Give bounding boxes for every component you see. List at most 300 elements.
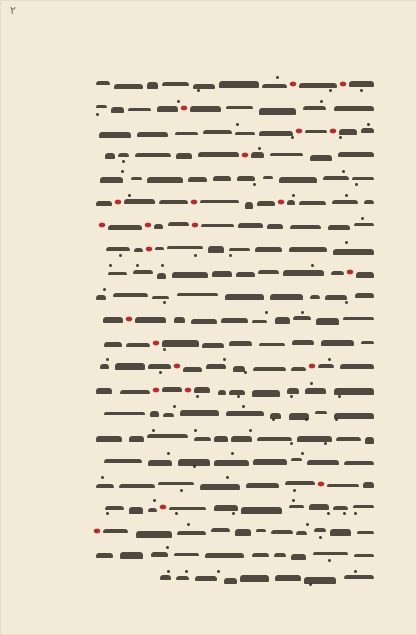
- ink-word: [205, 553, 245, 558]
- manuscript-line: [96, 448, 374, 472]
- ink-word: [253, 367, 286, 371]
- ink-word: [105, 506, 125, 510]
- ink-word: [323, 176, 349, 180]
- ink-word: [338, 152, 374, 157]
- manuscript-line: [96, 472, 374, 496]
- ink-word: [96, 105, 107, 109]
- ink-word: [99, 132, 131, 138]
- ink-word: [310, 155, 331, 161]
- ink-word: [124, 199, 155, 205]
- ink-dot: [161, 264, 164, 267]
- ink-word: [296, 531, 307, 534]
- ink-word: [135, 153, 171, 157]
- manuscript-line: [96, 425, 374, 449]
- ink-word: [330, 529, 350, 536]
- ink-dot: [292, 194, 295, 197]
- ink-dot: [242, 405, 245, 408]
- ink-dot: [180, 489, 183, 492]
- ink-word: [108, 272, 128, 275]
- manuscript-line: [96, 307, 374, 331]
- ink-word: [299, 83, 337, 88]
- ink-dot: [309, 583, 312, 586]
- ink-dot: [232, 512, 235, 515]
- rubric-mark: [192, 223, 199, 228]
- ink-dot: [290, 442, 293, 445]
- ink-dot: [194, 254, 197, 257]
- manuscript-line: [96, 495, 374, 519]
- ink-dot: [249, 429, 252, 432]
- ink-dot: [136, 264, 139, 267]
- manuscript-line: [96, 284, 374, 308]
- ink-word: [96, 81, 110, 84]
- ink-word: [96, 201, 112, 206]
- ink-word: [364, 200, 374, 204]
- rubric-mark: [146, 246, 153, 251]
- ink-word: [169, 507, 206, 510]
- ink-word: [309, 504, 329, 510]
- ink-word: [331, 271, 343, 275]
- rubric-mark: [173, 364, 180, 369]
- ink-word: [241, 507, 282, 514]
- ink-word: [292, 340, 314, 345]
- ink-dot: [237, 395, 240, 398]
- ink-dot: [291, 136, 294, 139]
- ink-word: [213, 176, 230, 181]
- ink-word: [133, 270, 153, 274]
- ink-word: [208, 246, 224, 253]
- rubric-mark: [318, 481, 325, 486]
- ink-dot: [101, 476, 104, 479]
- ink-dot: [306, 523, 309, 526]
- ink-dot: [194, 429, 197, 432]
- manuscript-line: [96, 190, 374, 214]
- manuscript-line: [96, 237, 374, 261]
- ink-word: [336, 437, 361, 441]
- rubric-mark: [153, 387, 160, 392]
- rubric-mark: [309, 364, 316, 369]
- ink-word: [316, 318, 339, 325]
- ink-word: [180, 410, 219, 416]
- ink-word: [221, 318, 249, 324]
- ink-dot: [328, 559, 331, 562]
- ink-word: [120, 552, 143, 559]
- ink-word: [198, 152, 239, 157]
- ink-dot: [193, 465, 196, 468]
- ink-word: [172, 272, 208, 278]
- rubric-mark: [153, 340, 160, 345]
- ink-dot: [106, 512, 109, 515]
- ink-word: [96, 436, 122, 442]
- rubric-mark: [290, 82, 297, 87]
- ink-dot: [167, 452, 170, 455]
- manuscript-line: [96, 166, 374, 190]
- ink-word: [235, 529, 252, 536]
- ink-word: [126, 343, 150, 347]
- ink-word: [307, 460, 339, 465]
- ink-word: [136, 531, 172, 538]
- ink-dot: [173, 405, 176, 408]
- ink-word: [327, 484, 359, 487]
- ink-word: [287, 388, 300, 394]
- ink-word: [100, 364, 109, 369]
- ink-dot: [253, 183, 256, 186]
- ink-word: [263, 176, 274, 180]
- ink-dot: [265, 311, 268, 314]
- ink-word: [287, 200, 295, 205]
- ink-dot: [167, 570, 170, 573]
- ink-dot: [360, 89, 363, 92]
- ink-word: [177, 293, 218, 296]
- ink-word: [214, 436, 228, 442]
- rubric-mark: [278, 199, 285, 204]
- ink-word: [131, 177, 142, 181]
- ink-word: [270, 153, 303, 156]
- ink-word: [190, 106, 221, 112]
- ink-word: [354, 554, 374, 558]
- ink-word: [355, 293, 374, 298]
- ink-dot: [319, 536, 322, 539]
- ink-word: [303, 106, 326, 111]
- ink-word: [236, 272, 255, 276]
- ink-dot: [229, 254, 232, 257]
- ink-word: [135, 317, 166, 324]
- manuscript-line: [96, 519, 374, 543]
- ink-word: [267, 224, 284, 229]
- ink-word: [226, 106, 253, 109]
- ink-dot: [301, 452, 304, 455]
- ink-word: [183, 367, 202, 372]
- rubric-mark: [296, 129, 303, 134]
- ink-word: [291, 458, 302, 461]
- ink-word: [96, 553, 113, 558]
- ink-dot: [163, 348, 166, 351]
- ink-word: [285, 481, 315, 484]
- manuscript-line: [96, 401, 374, 425]
- ink-word: [193, 84, 215, 89]
- ink-word: [100, 177, 123, 183]
- rubric-mark: [330, 129, 337, 134]
- ink-dot: [196, 395, 199, 398]
- ink-word: [340, 364, 374, 369]
- ink-word: [363, 482, 374, 488]
- ink-dot: [343, 512, 346, 515]
- ink-dot: [311, 264, 314, 267]
- ink-dot: [187, 523, 190, 526]
- ink-dot: [153, 499, 156, 502]
- ink-word: [103, 317, 123, 322]
- ink-dot: [301, 311, 304, 314]
- ink-word: [259, 108, 296, 115]
- ink-dot: [128, 194, 131, 197]
- ink-word: [255, 247, 282, 252]
- ink-word: [344, 575, 374, 579]
- ink-word: [202, 343, 224, 348]
- ink-word: [154, 224, 163, 229]
- ink-word: [334, 106, 374, 110]
- ink-word: [212, 271, 232, 277]
- ink-word: [361, 341, 374, 345]
- ink-word: [175, 132, 197, 135]
- ink-word: [343, 317, 374, 320]
- ink-word: [194, 387, 210, 394]
- text-block: [96, 72, 374, 577]
- ink-dot: [106, 358, 109, 361]
- ink-dot: [272, 418, 275, 421]
- ink-word: [163, 413, 175, 416]
- ink-word: [147, 177, 183, 183]
- ink-word: [120, 390, 151, 394]
- ink-word: [168, 222, 190, 226]
- ink-word: [118, 153, 129, 157]
- ink-word: [162, 340, 198, 347]
- ink-dot: [103, 288, 106, 291]
- manuscript-line: [96, 72, 374, 96]
- ink-word: [252, 320, 267, 324]
- manuscript-line: [96, 378, 374, 402]
- ink-word: [219, 81, 259, 88]
- ink-dot: [345, 241, 348, 244]
- ink-word: [353, 505, 374, 508]
- ink-word: [150, 411, 158, 417]
- ink-word: [214, 505, 238, 511]
- ink-word: [174, 553, 199, 556]
- ink-word: [105, 153, 115, 159]
- ink-word: [238, 223, 263, 228]
- ink-word: [333, 249, 374, 255]
- ink-dot: [223, 358, 226, 361]
- ink-word: [119, 484, 155, 488]
- ink-dot: [175, 512, 178, 515]
- ink-dot: [121, 170, 124, 173]
- ink-word: [200, 200, 239, 203]
- ink-word: [356, 272, 374, 279]
- manuscript-line: [96, 354, 374, 378]
- ink-word: [96, 484, 114, 488]
- manuscript-line: [96, 331, 374, 355]
- ink-word: [194, 437, 211, 441]
- ink-dot: [159, 371, 162, 374]
- ink-word: [231, 436, 251, 442]
- ink-word: [310, 295, 320, 298]
- ink-word: [188, 177, 207, 181]
- rubric-mark: [180, 105, 187, 110]
- ink-word: [191, 319, 216, 324]
- ink-word: [200, 484, 240, 490]
- ink-dot: [335, 418, 338, 421]
- ink-word: [315, 411, 327, 414]
- ink-word: [259, 343, 285, 346]
- ink-word: [334, 388, 374, 395]
- ink-dot: [327, 512, 330, 515]
- ink-dot: [258, 147, 261, 150]
- ink-word: [155, 247, 164, 251]
- ink-dot: [163, 301, 166, 304]
- ink-word: [129, 436, 143, 442]
- ink-word: [103, 529, 128, 534]
- ink-word: [246, 483, 279, 489]
- ink-word: [321, 340, 354, 346]
- ink-word: [113, 293, 148, 297]
- ink-dot: [119, 254, 122, 257]
- manuscript-line: [96, 143, 374, 167]
- ink-word: [313, 552, 348, 556]
- ink-dot: [367, 123, 370, 126]
- ink-word: [332, 200, 358, 203]
- ink-word: [151, 552, 168, 557]
- ink-dot: [177, 100, 180, 103]
- ink-word: [258, 270, 279, 274]
- ink-dot: [231, 452, 234, 455]
- manuscript-line: [96, 213, 374, 237]
- ink-word: [252, 553, 269, 557]
- ink-word: [256, 529, 266, 532]
- ink-word: [152, 296, 169, 299]
- ink-dot: [329, 89, 332, 92]
- ink-dot: [197, 89, 200, 92]
- ink-word: [354, 223, 374, 226]
- rubric-mark: [94, 528, 101, 533]
- ink-word: [129, 507, 143, 514]
- ink-word: [128, 108, 152, 112]
- ink-word: [174, 317, 185, 323]
- ink-word: [325, 295, 347, 300]
- ink-dot: [320, 100, 323, 103]
- ink-dot: [236, 123, 239, 126]
- ink-word: [225, 294, 264, 300]
- ink-dot: [152, 429, 155, 432]
- ink-word: [245, 202, 253, 208]
- ink-dot: [292, 499, 295, 502]
- ink-dot: [122, 160, 125, 163]
- ink-word: [339, 129, 357, 135]
- ink-word: [226, 411, 264, 416]
- ink-word: [157, 273, 166, 279]
- ink-word: [289, 505, 303, 508]
- ink-word: [162, 387, 182, 393]
- rubric-mark: [346, 270, 353, 275]
- ink-word: [333, 506, 348, 510]
- ink-dot: [226, 476, 229, 479]
- ink-word: [106, 247, 130, 250]
- ink-word: [229, 248, 250, 251]
- ink-word: [289, 247, 326, 252]
- ink-word: [271, 530, 293, 534]
- ink-word: [318, 364, 334, 368]
- ink-word: [361, 128, 374, 133]
- ink-word: [279, 177, 317, 184]
- ink-word: [240, 575, 269, 582]
- ink-dot: [342, 170, 345, 173]
- ink-word: [214, 460, 249, 467]
- ink-word: [176, 576, 189, 580]
- ink-word: [147, 434, 188, 438]
- ink-word: [252, 390, 279, 397]
- ink-dot: [328, 358, 331, 361]
- ink-word: [305, 388, 326, 394]
- ink-word: [283, 270, 324, 277]
- rubric-mark: [115, 199, 122, 204]
- ink-dot: [354, 512, 357, 515]
- ink-word: [297, 436, 331, 442]
- ink-word: [137, 132, 168, 137]
- ink-dot: [109, 264, 112, 267]
- manuscript-line: [96, 542, 374, 566]
- ink-dot: [166, 546, 169, 549]
- ink-word: [177, 531, 206, 535]
- ink-dot: [276, 76, 279, 79]
- manuscript-line: [96, 260, 374, 284]
- ink-word: [157, 106, 177, 111]
- ink-word: [206, 364, 226, 369]
- ink-word: [108, 225, 143, 230]
- ink-word: [159, 200, 188, 204]
- ink-word: [111, 107, 124, 113]
- ink-dot: [185, 570, 188, 573]
- ink-word: [104, 412, 145, 415]
- ink-word: [114, 84, 143, 89]
- ink-word: [211, 528, 230, 532]
- ink-word: [305, 130, 327, 133]
- ink-word: [275, 575, 301, 581]
- ink-word: [314, 528, 326, 533]
- ink-word: [299, 201, 326, 205]
- ink-dot: [293, 489, 296, 492]
- ink-word: [160, 575, 171, 580]
- ink-word: [162, 82, 189, 86]
- ink-word: [274, 553, 286, 557]
- ink-word: [134, 248, 143, 252]
- ink-dot: [96, 113, 99, 116]
- ink-word: [96, 388, 112, 394]
- ink-word: [218, 390, 226, 395]
- ink-word: [349, 81, 374, 86]
- ink-dot: [345, 301, 348, 304]
- ink-dot: [324, 442, 327, 445]
- ink-word: [357, 531, 374, 534]
- ink-word: [147, 82, 158, 89]
- ink-word: [229, 341, 251, 346]
- ink-word: [291, 554, 306, 561]
- rubric-mark: [145, 223, 152, 228]
- ink-word: [158, 482, 194, 485]
- ink-dot: [354, 570, 357, 573]
- ink-dot: [361, 217, 364, 220]
- manuscript-line: [96, 119, 374, 143]
- ink-word: [291, 367, 306, 371]
- ink-dot: [339, 136, 342, 139]
- ink-dot: [338, 395, 341, 398]
- ink-dot: [355, 183, 358, 186]
- ink-word: [201, 224, 234, 227]
- ink-dot: [244, 371, 247, 374]
- ink-word: [275, 317, 291, 324]
- ink-word: [334, 413, 374, 418]
- ink-word: [257, 201, 275, 206]
- ink-word: [344, 461, 374, 465]
- ink-word: [203, 130, 231, 135]
- ink-word: [104, 342, 122, 347]
- ink-word: [224, 578, 236, 584]
- ink-word: [270, 294, 302, 300]
- ink-word: [176, 153, 192, 159]
- ink-word: [237, 176, 254, 180]
- ink-word: [262, 84, 287, 88]
- ink-word: [148, 460, 172, 466]
- ink-dot: [345, 194, 348, 197]
- ink-word: [352, 177, 374, 181]
- ink-dot: [305, 418, 308, 421]
- ink-word: [115, 363, 145, 370]
